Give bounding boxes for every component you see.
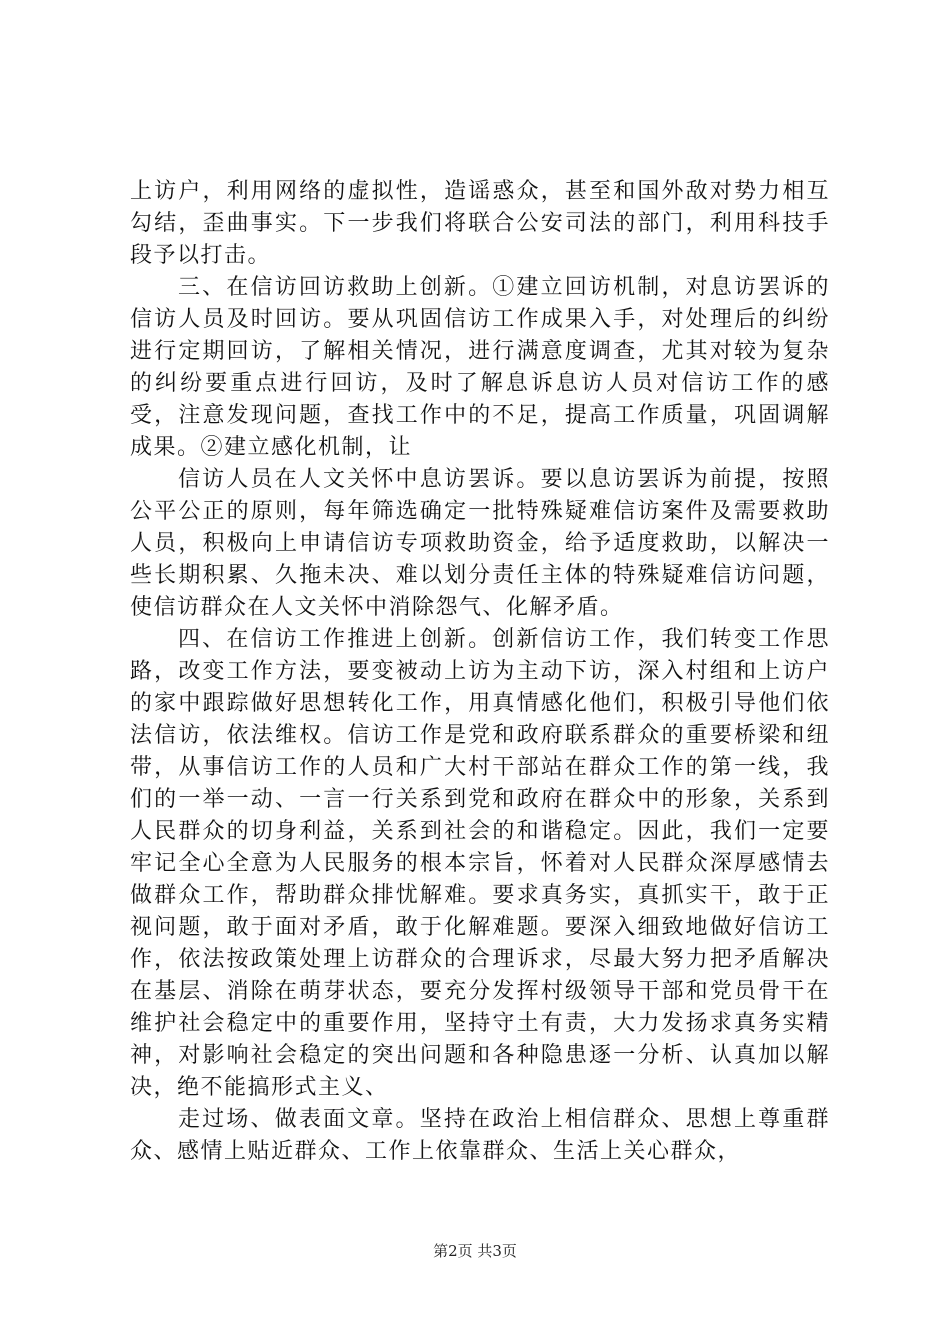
paragraph-5: 走过场、做表面文章。坚持在政治上相信群众、思想上尊重群众、感情上贴近群众、工作上依靠群众、生活上关心群众，	[130, 1107, 830, 1164]
page-footer	[0, 1240, 950, 1261]
paragraph-2: 三、在信访回访救助上创新。①建立回访机制，对息访罢诉的信访人员及时回访。要从巩固信访工作成果入手，对处理后的纠纷进行定期回访，了解相关情况，进行满意度调查，尤其对较为复杂的纠纷要重点进行回访，及时了解息诉息访人员对信访工作的感受，注意发现问题，查找工作中的不足，提高工作质量，巩固调解成果。②建立感化机制，让	[130, 275, 830, 460]
document-body	[130, 176, 830, 1168]
paragraph-1: 上访户，利用网络的虚拟性，造谣惑众，甚至和国外敌对势力相互勾结，歪曲事实。下一步我们将联合公安司法的部门，利用科技手段予以打击。	[130, 179, 830, 268]
paragraph-3: 信访人员在人文关怀中息访罢诉。要以息访罢诉为前提，按照公平公正的原则，每年筛选确定一批特殊疑难信访案件及需要救助人员，积极向上申请信访专项救助资金，给予适度救助，以解决一些长期积累、久拖未决、难以划分责任主体的特殊疑难信访问题，使信访群众在人文关怀中消除怨气、化解矛盾。	[130, 467, 830, 620]
paragraph-4: 四、在信访工作推进上创新。创新信访工作，我们转变工作思路，改变工作方法，要变被动上访为主动下访，深入村组和上访户的家中跟踪做好思想转化工作，用真情感化他们，积极引导他们依法信访，依法维权。信访工作是党和政府联系群众的重要桥梁和纽带，从事信访工作的人员和广大村干部站在群众工作的第一线，我们的一举一动、一言一行关系到党和政府在群众中的形象，关系到人民群众的切身利益，关系到社会的和谐稳定。因此，我们一定要牢记全心全意为人民服务的根本宗旨，怀着对人民群众深厚感情去做群众工作，帮助群众排忧解难。要求真务实，真抓实干，敢于正视问题，敢于面对矛盾，敢于化解难题。要深入细致地做好信访工作，依法按政策处理上访群众的合理诉求，尽最大努力把矛盾解决在基层、消除在萌芽状态，要充分发挥村级领导干部和党员骨干在维护社会稳定中的重要作用，坚持守土有责，大力发扬求真务实精神，对影响社会稳定的突出问题和各种隐患逐一分析、认真加以解决，绝不能搞形式主义、	[130, 627, 830, 1100]
page-number-label: 第2页 共3页	[433, 1242, 517, 1260]
